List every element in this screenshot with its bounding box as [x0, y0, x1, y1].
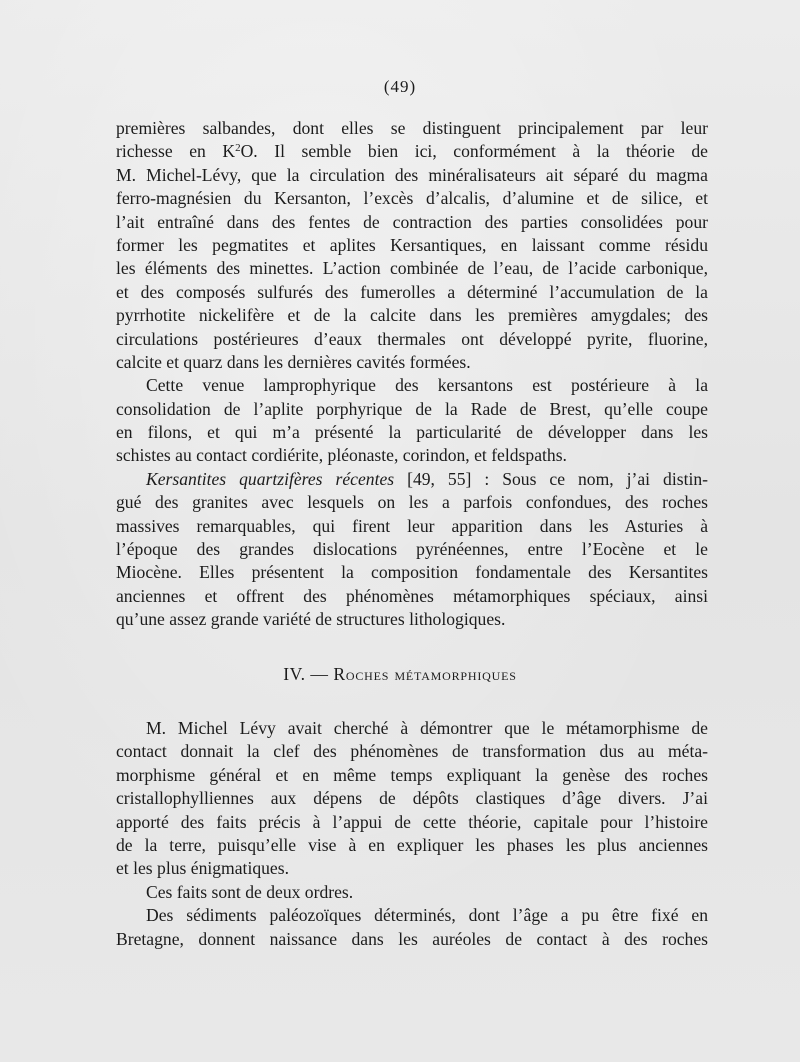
- text-segment: richesse en K: [116, 141, 236, 162]
- text-line: l’ait entraîné dans des fentes de contraction des parties consolidées pour: [116, 211, 708, 232]
- superscript: 2: [235, 142, 241, 155]
- text-line: ferro-magnésien du Kersanton, l’excès d’alcalis, d’alumine et de silice, et: [116, 188, 708, 209]
- text-line: Cette venue lamprophyrique des kersantons est postérieure à la: [146, 375, 708, 396]
- text-line: l’époque des grandes dislocations pyrénéennes, entre l’Eocène et le: [116, 539, 708, 560]
- paragraph-2: [116, 374, 708, 468]
- text-line: [116, 468, 708, 491]
- section-numeral: IV. —: [283, 664, 334, 684]
- section-title: Roches métamorphiques: [333, 664, 517, 684]
- text-line: schistes au contact cordiérite, pléonaste, corindon, et feldspaths.: [116, 445, 567, 466]
- italic-term: Kersantites quartzifères récentes: [146, 468, 395, 489]
- body-text-lower: [116, 717, 708, 951]
- paragraph-6: [116, 904, 708, 951]
- text-line: circulations postérieures d’eaux thermales ont développé pyrite, fluorine,: [116, 328, 708, 349]
- text-line: et les plus énigmatiques.: [116, 858, 289, 879]
- paragraph-1: [116, 117, 708, 374]
- body-text-upper: [116, 117, 708, 632]
- text-line: [116, 140, 708, 163]
- section-heading: [0, 664, 800, 685]
- text-line: calcite et quarz dans les dernières cavités formées.: [116, 351, 471, 372]
- text-line: gué des granites avec lesquels on les a parfois confondues, des roches: [116, 492, 708, 513]
- text-line: les éléments des minettes. L’action combinée de l’eau, de l’acide carbonique,: [116, 258, 708, 279]
- text-line: former les pegmatites et aplites Kersantiques, en laissant comme résidu: [116, 234, 708, 255]
- text-line: qu’une assez grande variété de structures lithologiques.: [116, 609, 506, 630]
- text-line: morphisme général et en même temps expliquant la genèse des roches: [116, 764, 708, 785]
- text-line: pyrrhotite nickelifère et de la calcite dans les premières amygdales; des: [116, 305, 708, 326]
- text-line: consolidation de l’aplite porphyrique de la Rade de Brest, qu’elle coupe: [116, 398, 708, 419]
- text-line: Ces faits sont de deux ordres.: [146, 881, 354, 902]
- text-line: premières salbandes, dont elles se distinguent principalement par leur: [116, 118, 708, 138]
- text-line: anciennes et offrent des phénomènes métamorphiques spéciaux, ainsi: [116, 585, 708, 606]
- text-line: contact donnait la clef des phénomènes de transformation dus au méta-: [116, 741, 708, 762]
- text-line: de la terre, puisqu’elle vise à en expliquer les phases les plus anciennes: [116, 834, 708, 855]
- text-line: M. Michel Lévy avait cherché à démontrer que le métamorphisme de: [146, 718, 708, 738]
- text-line: Bretagne, donnent naissance dans les auréoles de contact à des roches: [116, 928, 708, 949]
- text-segment: O. Il semble bien ici, conformément à la théorie de: [240, 141, 708, 162]
- text-line: Des sédiments paléozoïques déterminés, dont l’âge a pu être fixé en: [146, 905, 708, 926]
- text-line: M. Michel-Lévy, que la circulation des minéralisateurs ait séparé du magma: [116, 164, 708, 185]
- text-line: cristallophylliennes aux dépens de dépôts clastiques d’âge divers. J’ai: [116, 788, 708, 809]
- paragraph-4: [116, 717, 708, 881]
- text-line: Miocène. Elles présentent la composition fondamentale des Kersantites: [116, 562, 708, 583]
- page-number: (49): [383, 77, 417, 96]
- paragraph-5: [116, 881, 708, 904]
- text-line: apporté des faits précis à l’appui de cette théorie, capitale pour l’histoire: [116, 811, 708, 832]
- text-line: et des composés sulfurés des fumerolles a déterminé l’accumulation de la: [116, 281, 708, 302]
- text-line: en filons, et qui m’a présenté la particularité de développer dans les: [116, 422, 708, 443]
- text-line: massives remarquables, qui firent leur apparition dans les Asturies à: [116, 515, 708, 536]
- paragraph-3: [116, 468, 708, 632]
- text-segment: [49, 55] : Sous ce nom, j’ai distin-: [394, 468, 708, 489]
